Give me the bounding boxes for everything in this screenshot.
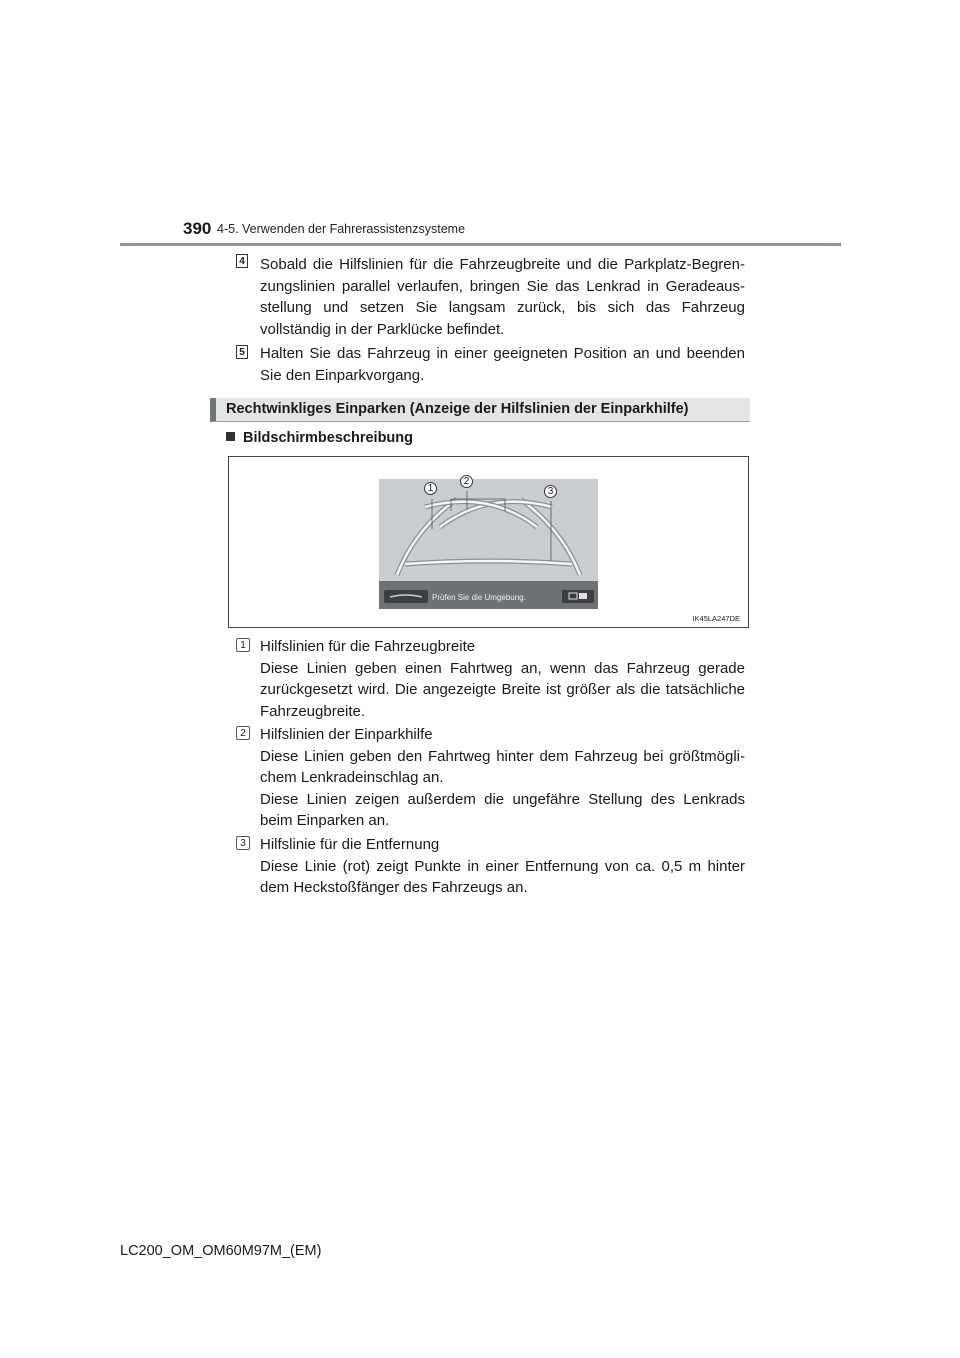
page-number: 390 — [183, 219, 212, 238]
step-badge-4: 4 — [236, 254, 248, 268]
square-bullet-icon — [226, 432, 235, 441]
description-1-text: Diese Linien geben einen Fahrtweg an, wenn das Fahrzeug gerade zurückgesetzt wird. Die angezeigte Breite ist größer als die tatsächliche Fahrzeugbreite. — [260, 659, 745, 720]
subheading-text: Bildschirmbeschreibung — [243, 430, 414, 446]
section-heading — [210, 398, 750, 422]
header-rule — [120, 243, 841, 246]
step-5-text: Halten Sie das Fahrzeug in einer geeigneten Position an und beenden Sie den Einparkvorgang. — [260, 345, 745, 384]
figure-box — [228, 456, 749, 628]
subheading — [226, 430, 413, 446]
description-3-title: Hilfslinie für die Entfernung — [260, 836, 440, 853]
step-badge-5: 5 — [236, 345, 248, 359]
description-badge-1: 1 — [236, 638, 250, 652]
description-badge-2: 2 — [236, 726, 250, 740]
toolbar-right-icon-mark-b — [579, 593, 587, 599]
figure-code: IK45LA247DE — [692, 614, 740, 623]
description-3 — [260, 834, 745, 899]
description-3-text: Diese Linie (rot) zeigt Punkte in einer Entfernung von ca. 0,5 m hinter dem Heckstoßfänger des Fahrzeugs an. — [260, 857, 745, 897]
description-badge-3: 3 — [236, 836, 250, 850]
description-2-text: Diese Linien geben den Fahrtweg hinter dem Fahrzeug bei größtmögli-chem Lenkradeinschlag an. — [260, 747, 745, 787]
section-heading-text: Rechtwinkliges Einparken (Anzeige der Hilfslinien der Einparkhilfe) — [226, 401, 689, 417]
step-4-text: Sobald die Hilfslinien für die Fahrzeugbreite und die Parkplatz-Begren-zungslinien parallel verlaufen, bringen Sie das Lenkrad in Geradeaus-stellung und setzen Sie langsam zurück, bis sich das Fahrzeug vollständig in der Parklücke befindet. — [260, 256, 745, 338]
toolbar-right-icon — [562, 590, 594, 603]
figure-callout-1: 1 — [424, 482, 437, 495]
description-2-text-2: Diese Linien zeigen außerdem die ungefähre Stellung des Lenkrads beim Einparken an. — [260, 790, 745, 830]
screen-message: Prüfen Sie die Umgebung. — [432, 593, 526, 602]
footer-doc-id: LC200_OM_OM60M97M_(EM) — [120, 1243, 322, 1259]
description-1-title: Hilfslinien für die Fahrzeugbreite — [260, 638, 476, 655]
description-1 — [260, 636, 745, 722]
description-2-title: Hilfslinien der Einparkhilfe — [260, 726, 433, 743]
figure-callout-3: 3 — [544, 485, 557, 498]
section-label: 4-5. Verwenden der Fahrerassistenzsysteme — [217, 222, 466, 236]
figure-callout-2: 2 — [460, 475, 473, 488]
description-2 — [260, 724, 745, 832]
